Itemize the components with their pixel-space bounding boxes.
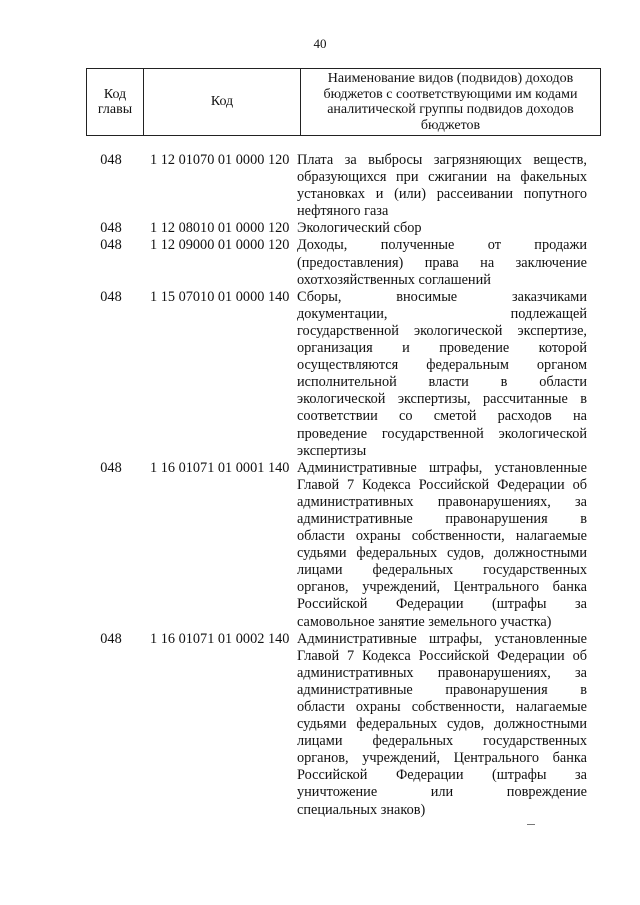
name-line: Доходы, полученные от продажи	[297, 237, 587, 254]
name-line: осуществляются федеральным органом	[297, 357, 587, 374]
name-line: административных правонарушениях, за	[297, 493, 587, 510]
code-cell: 1 12 01070 01 0000 120	[150, 152, 290, 168]
name-line: Экологический сбор	[297, 220, 422, 237]
name-cell	[297, 152, 587, 220]
name-line: исполнительной власти в области	[297, 374, 587, 391]
table-row	[86, 631, 601, 819]
page-number: 40	[313, 36, 327, 51]
name-line: экспертизы	[297, 442, 367, 459]
chapter-code-cell: 048	[100, 288, 122, 305]
name-line: уничтожение или повреждение	[297, 784, 587, 801]
code-cell: 1 15 07010 01 0000 140	[150, 288, 290, 305]
name-cell	[297, 460, 587, 631]
pen-mark	[527, 824, 535, 825]
name-line: экологической экспертизы, рассчитанные в	[297, 391, 587, 408]
name-line: области охраны собственности, налагаемые	[297, 699, 587, 715]
name-line: административные правонарушения в	[297, 510, 587, 527]
name-line: соответствии со сметой расходов на	[297, 408, 587, 425]
name-cell	[297, 220, 587, 237]
name-line: административных правонарушениях, за	[297, 664, 587, 681]
name-line: Сборы, вносимые заказчиками	[297, 288, 587, 305]
name-line: Российской Федерации (штрафы за	[297, 767, 587, 784]
name-line: нефтяного газа	[297, 203, 389, 220]
name-line: лицами федеральных государственных	[297, 733, 587, 750]
name-line: Главой 7 Кодекса Российской Федерации об	[297, 647, 587, 664]
name-line: лицами федеральных государственных	[297, 562, 587, 579]
name-line: Плата за выбросы загрязняющих веществ,	[297, 152, 587, 168]
header-chapter-code-text: Код главы	[97, 86, 133, 117]
chapter-code-cell: 048	[100, 237, 122, 254]
code-cell: 1 12 08010 01 0000 120	[150, 220, 290, 237]
code-cell: 1 16 01071 01 0002 140	[150, 630, 290, 647]
table-row	[86, 460, 601, 631]
name-cell	[297, 631, 587, 819]
name-line: (предоставления) права на заключение	[297, 254, 587, 271]
name-line: самовольное занятие земельного участка)	[297, 613, 552, 630]
name-line: судьями федеральных судов, должностными	[297, 716, 587, 733]
name-line: судьями федеральных судов, должностными	[297, 545, 587, 562]
name-line: области охраны собственности, налагаемые	[297, 528, 587, 545]
chapter-code-cell: 048	[100, 152, 122, 168]
name-line: проведение государственной экологической	[297, 425, 587, 442]
name-line: Административные штрафы, установленные	[297, 630, 587, 647]
name-line: Российской Федерации (штрафы за	[297, 596, 587, 613]
code-cell: 1 16 01071 01 0001 140	[150, 459, 290, 476]
header-chapter-code	[87, 69, 144, 136]
chapter-code-cell: 048	[100, 459, 122, 476]
name-line: Главой 7 Кодекса Российской Федерации об	[297, 476, 587, 493]
code-cell: 1 12 09000 01 0000 120	[150, 237, 290, 254]
name-line: документации, подлежащей	[297, 305, 587, 322]
header-code: Код	[144, 69, 301, 136]
table-header	[86, 68, 601, 136]
name-line: охотхозяйственных соглашений	[297, 271, 491, 288]
chapter-code-cell: 048	[100, 220, 122, 237]
table-row	[86, 289, 601, 460]
name-line: органов, учреждений, Центрального банка	[297, 750, 587, 767]
name-line: административные правонарушения в	[297, 681, 587, 698]
name-cell	[297, 289, 587, 460]
name-line: государственной экологической экспертизе,	[297, 322, 587, 339]
name-line: специальных знаков)	[297, 801, 426, 818]
table-row	[86, 220, 601, 237]
name-cell	[297, 237, 587, 288]
table-body	[86, 152, 601, 819]
chapter-code-cell: 048	[100, 630, 122, 647]
table-row	[86, 152, 601, 220]
name-line: органов, учреждений, Центрального банка	[297, 579, 587, 596]
name-line: Административные штрафы, установленные	[297, 459, 587, 476]
table-row	[86, 237, 601, 288]
name-line: организация и проведение которой	[297, 340, 587, 357]
header-name: Наименование видов (подвидов) доходов бюджетов с соответствующими им кодами аналитической группы подвидов доходов бюджетов	[301, 69, 601, 136]
name-line: установках и (или) рассеивании попутного	[297, 186, 587, 203]
name-line: образующихся при сжигании на факельных	[297, 169, 587, 186]
